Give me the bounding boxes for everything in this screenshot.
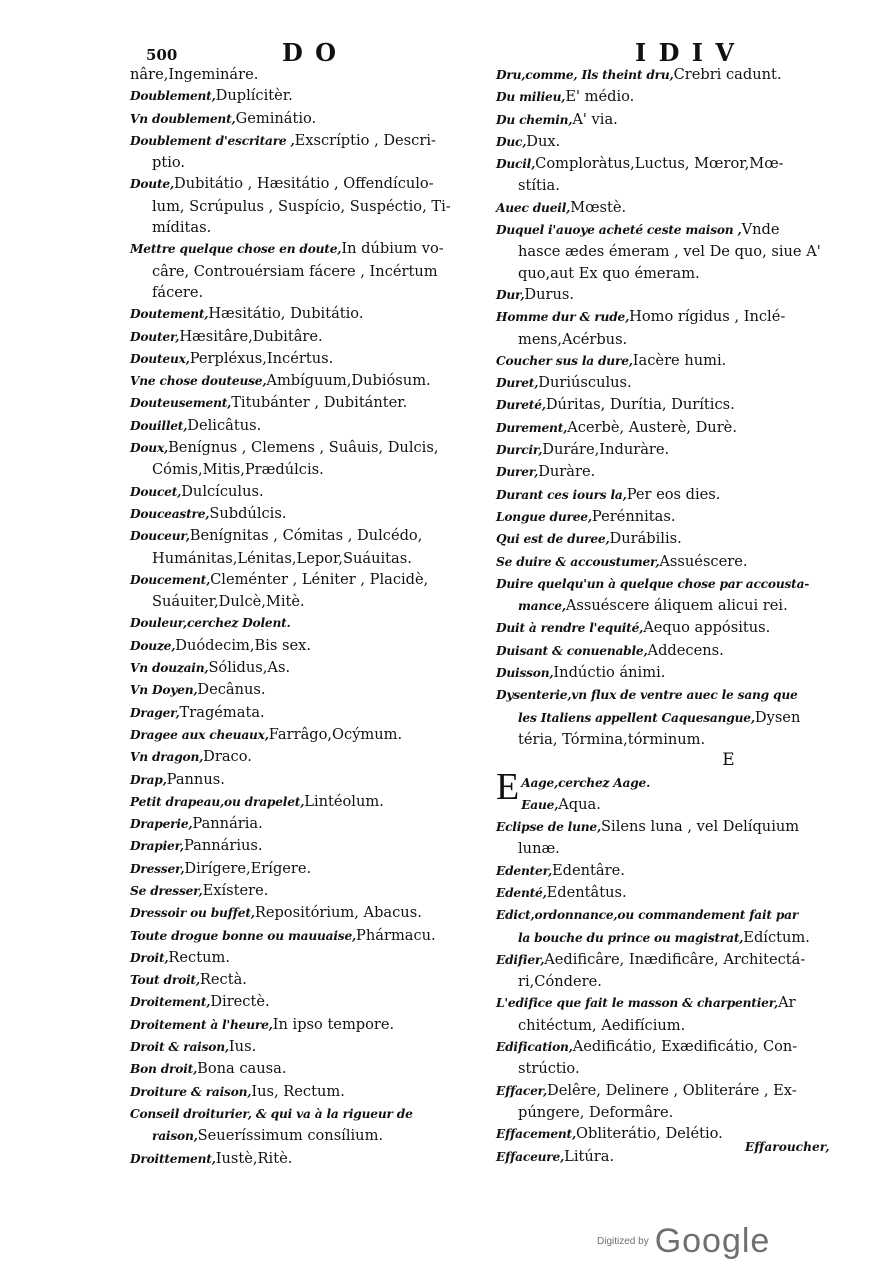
latin-translation: A' via. xyxy=(572,110,618,128)
dictionary-entry-line xyxy=(130,969,465,991)
dictionary-entry-line xyxy=(496,838,841,859)
dictionary-entry-line xyxy=(496,263,841,284)
dictionary-entry-line xyxy=(130,880,465,902)
latin-translation: Dirígere,Erígere. xyxy=(184,859,312,877)
french-headword: Du milieu, xyxy=(496,90,566,105)
french-headword: Durant ces iours la, xyxy=(496,487,627,502)
latin-translation: míditas. xyxy=(152,219,212,237)
french-headword: Droiture & raison, xyxy=(130,1084,252,1099)
dictionary-entry-line xyxy=(496,927,841,949)
dictionary-entry-line xyxy=(130,947,465,969)
dictionary-entry-line xyxy=(496,1080,841,1102)
latin-translation: nâre,Ingemináre. xyxy=(130,66,259,83)
latin-translation: Homo rígidus , Inclé- xyxy=(629,308,786,326)
french-headword: L'edifice que fait le masson & charpentier, xyxy=(496,996,779,1011)
latin-translation: Pannária. xyxy=(192,815,263,833)
dictionary-entry-line xyxy=(496,707,841,729)
latin-translation: Iustè,Ritè. xyxy=(215,1149,293,1167)
french-headword: Toute drogue bonne ou mauuaise, xyxy=(130,928,357,943)
dictionary-entry-line xyxy=(496,131,841,153)
french-headword: raison, xyxy=(152,1129,198,1144)
french-headword: Douillet, xyxy=(130,418,188,433)
dictionary-entry-line xyxy=(130,282,465,303)
dictionary-entry-line xyxy=(496,992,841,1014)
dictionary-entry-line xyxy=(130,746,465,768)
latin-translation: Crebri cadunt. xyxy=(673,66,782,83)
dictionary-entry-line xyxy=(130,130,465,152)
latin-translation: Benígnus , Clemens , Suâuis, Dulcis, xyxy=(168,439,439,457)
latin-translation: Duràre. xyxy=(538,463,596,481)
french-headword: Duisson, xyxy=(496,666,554,681)
french-headword: Ducil, xyxy=(496,157,536,172)
latin-translation: Lintéolum. xyxy=(304,792,384,810)
dictionary-entry-line xyxy=(130,238,465,260)
dictionary-entry-line xyxy=(496,816,841,838)
dictionary-entry-line xyxy=(496,1015,841,1036)
dictionary-entry-line xyxy=(130,108,465,130)
dictionary-entry-line xyxy=(130,902,465,924)
latin-translation: mens,Acérbus. xyxy=(518,330,628,348)
french-headword: Doublement d'escritare , xyxy=(130,133,295,148)
latin-translation: Benígnitas , Cómitas , Dulcédo, xyxy=(189,527,423,545)
latin-translation: ptio. xyxy=(152,154,186,172)
french-headword: Longue duree, xyxy=(496,509,592,524)
latin-translation: Acerbè, Austerè, Durè. xyxy=(567,418,737,436)
latin-translation: Dúritas, Durítia, Durítics. xyxy=(545,396,735,414)
french-headword: Douteux, xyxy=(130,351,190,366)
french-headword: Douleur,cerchez Dolent. xyxy=(130,616,291,631)
french-headword: Droit & raison, xyxy=(130,1040,229,1055)
french-headword: Bon droit, xyxy=(130,1062,198,1077)
drop-cap: E xyxy=(496,765,520,808)
french-headword: Effaceure, xyxy=(496,1149,565,1164)
latin-translation: Draco. xyxy=(203,748,252,766)
digitized-watermark xyxy=(597,1222,770,1261)
french-headword: Auec dueil, xyxy=(496,200,571,215)
dictionary-entry-line xyxy=(130,1014,465,1036)
dictionary-entry-line xyxy=(130,925,465,947)
latin-translation: chitéctum, Aedifícium. xyxy=(518,1016,686,1034)
latin-translation: Humánitas,Lénitas,Lepor,Suáuitas. xyxy=(152,549,412,567)
french-headword: Vne chose douteuse, xyxy=(130,374,267,389)
french-headword: Douze, xyxy=(130,638,176,653)
dictionary-entry-line xyxy=(496,617,841,639)
french-headword: Droitement à l'heure, xyxy=(130,1017,273,1032)
dictionary-entry-line xyxy=(496,484,841,506)
french-headword: Doux, xyxy=(130,441,169,456)
dictionary-entry-line xyxy=(130,1058,465,1080)
latin-translation: Ambíguum,Dubiósum. xyxy=(266,372,431,390)
dictionary-entry-line xyxy=(496,794,841,816)
french-headword: la bouche du prince ou magistrat, xyxy=(518,930,744,945)
latin-translation: Edíctum. xyxy=(743,928,810,946)
section-letter xyxy=(496,750,841,771)
latin-translation: Edentâre. xyxy=(552,861,625,879)
dictionary-entry-line xyxy=(496,684,841,706)
french-headword: Droit, xyxy=(130,950,169,965)
dictionary-entry-line xyxy=(130,525,465,547)
dictionary-entry-line xyxy=(496,197,841,219)
latin-translation: Geminátio. xyxy=(235,109,317,127)
french-headword: Duire quelqu'un à quelque chose par accousta- xyxy=(496,576,810,591)
dictionary-entry-line xyxy=(496,904,841,926)
french-headword: Drapier, xyxy=(130,839,184,854)
latin-translation: lunæ. xyxy=(518,840,560,858)
latin-translation: Sólidus,As. xyxy=(208,659,291,677)
dictionary-entry-line xyxy=(496,662,841,684)
dictionary-entry-line xyxy=(130,196,465,217)
dictionary-entry-line xyxy=(496,417,841,439)
latin-translation: Bona causa. xyxy=(197,1060,287,1078)
french-headword: Doucement, xyxy=(130,572,211,587)
latin-translation: Litúra. xyxy=(564,1147,615,1165)
french-headword: Se duire & accoustumer, xyxy=(496,554,660,569)
dictionary-entry-line xyxy=(130,1081,465,1103)
dictionary-entry-line xyxy=(130,217,465,238)
latin-translation: Phármacu. xyxy=(356,926,436,944)
french-headword: Dragee aux cheuaux, xyxy=(130,727,269,742)
french-headword: Edenté, xyxy=(496,885,547,900)
french-headword: Duisant & conuenable, xyxy=(496,643,648,658)
dictionary-entry-line xyxy=(130,1036,465,1058)
latin-translation: Duódecim,Bis sex. xyxy=(175,636,311,654)
french-headword: Se dresser, xyxy=(130,883,203,898)
latin-translation: Directè. xyxy=(210,993,270,1011)
french-headword: Duit à rendre l'equité, xyxy=(496,621,644,636)
french-headword: Conseil droiturier, & qui va à la rigueur de xyxy=(130,1106,413,1121)
french-headword: Dru,comme, Ils theint dru, xyxy=(496,68,674,82)
dictionary-entry-line xyxy=(130,791,465,813)
dictionary-entry-line xyxy=(496,595,841,617)
dictionary-entry-line xyxy=(496,640,841,662)
dictionary-entry-line xyxy=(130,702,465,724)
french-headword: Eclipse de lune, xyxy=(496,820,602,835)
french-headword: Doublement, xyxy=(130,89,216,104)
latin-translation: E' médio. xyxy=(565,88,635,106)
latin-translation: Aedificâre, Inædificâre, Architectá- xyxy=(544,950,806,968)
french-headword: Effacement, xyxy=(496,1127,577,1142)
dictionary-entry-line xyxy=(496,971,841,992)
dictionary-entry-line xyxy=(130,679,465,701)
dictionary-entry-line xyxy=(130,303,465,325)
french-headword: Vn Doyen, xyxy=(130,683,198,698)
latin-translation: Titubánter , Dubitánter. xyxy=(231,394,408,412)
running-head-right: I D I V xyxy=(635,38,736,67)
latin-translation: Comploràtus,Luctus, Mœror,Mœ- xyxy=(535,155,784,173)
french-headword: Droittement, xyxy=(130,1151,216,1166)
dictionary-entry-line xyxy=(496,506,841,528)
dictionary-entry-line xyxy=(130,261,465,282)
dictionary-entry-line xyxy=(130,612,465,634)
dictionary-entry-line xyxy=(496,1036,841,1058)
dictionary-entry-line xyxy=(130,415,465,437)
latin-translation: Ius, Rectum. xyxy=(251,1082,345,1100)
latin-translation: Rectà. xyxy=(199,971,247,989)
latin-translation: Farrâgo,Ocýmum. xyxy=(268,725,403,743)
watermark-small-text: Digitized by xyxy=(597,1236,649,1247)
latin-translation: Per eos dies. xyxy=(626,485,721,503)
latin-translation: Exscríptio , Descri- xyxy=(294,131,436,149)
latin-translation: Seueríssimum consílium. xyxy=(197,1127,384,1145)
latin-translation: Edentâtus. xyxy=(546,883,627,901)
dictionary-entry-line xyxy=(496,860,841,882)
dictionary-entry-line xyxy=(496,551,841,573)
french-headword: Drap, xyxy=(130,772,167,787)
dictionary-entry-line xyxy=(130,152,465,173)
dictionary-entry-line xyxy=(496,306,841,328)
french-headword: Dressoir ou buffet, xyxy=(130,906,255,921)
french-headword: mance, xyxy=(518,599,566,614)
latin-translation: Tragémata. xyxy=(179,703,265,721)
french-headword: Dur, xyxy=(496,287,525,302)
latin-translation: Hæsitátio, Dubitátio. xyxy=(208,305,364,323)
latin-translation: Vnde xyxy=(741,221,780,239)
dictionary-entry-line xyxy=(130,370,465,392)
french-headword: Douceur, xyxy=(130,529,190,544)
french-headword: Draperie, xyxy=(130,817,193,832)
latin-translation: Addecens. xyxy=(647,641,724,659)
french-headword: Homme dur & rude, xyxy=(496,310,630,325)
latin-translation: In ipso tempore. xyxy=(272,1015,395,1033)
dictionary-entry-line xyxy=(130,591,465,612)
french-headword: Douceastre, xyxy=(130,506,210,521)
latin-translation: Pannus. xyxy=(166,770,225,788)
french-headword: Vn dragon, xyxy=(130,750,204,765)
dictionary-entry-line xyxy=(130,392,465,414)
french-headword: Dysenterie,vn flux de ventre auec le sang que xyxy=(496,688,798,703)
dictionary-entry-line xyxy=(130,835,465,857)
french-headword: Duc, xyxy=(496,134,527,149)
latin-translation: Assuéscere. xyxy=(659,552,748,570)
latin-translation: Silens luna , vel Delíquium xyxy=(601,818,800,836)
french-headword: Edifier, xyxy=(496,952,545,967)
latin-translation: Mœstè. xyxy=(570,198,627,216)
french-headword: Durer, xyxy=(496,465,539,480)
french-headword: Duquel i'auoye acheté ceste maison , xyxy=(496,223,742,238)
running-head-left: D O xyxy=(282,38,339,67)
dictionary-entry-line xyxy=(130,64,465,85)
dictionary-entry-line xyxy=(496,153,841,175)
latin-translation: Dubitátio , Hæsitátio , Offendículo- xyxy=(174,175,434,193)
latin-translation: Duplícitèr. xyxy=(215,87,293,105)
dictionary-entry-line xyxy=(130,724,465,746)
latin-translation: Ar xyxy=(778,994,796,1012)
dictionary-entry-line xyxy=(130,85,465,107)
latin-translation: strúctio. xyxy=(518,1060,580,1078)
latin-translation: Decânus. xyxy=(197,681,266,699)
latin-translation: Durus. xyxy=(524,285,575,303)
google-logo: Google xyxy=(654,1222,771,1260)
french-headword: Aage,cerchez Aage. xyxy=(521,775,651,790)
dictionary-entry-line xyxy=(496,329,841,350)
french-headword: Vn doublement, xyxy=(130,111,236,126)
dictionary-entry-line xyxy=(496,573,841,595)
dictionary-entry-line xyxy=(130,437,465,459)
dictionary-entry-line xyxy=(130,1125,465,1147)
dictionary-entry-line xyxy=(496,241,841,262)
french-headword: Droitement, xyxy=(130,995,211,1010)
latin-translation: quo,aut Ex quo émeram. xyxy=(518,264,700,282)
dictionary-entry-line xyxy=(130,481,465,503)
dictionary-entry-line xyxy=(496,729,841,750)
french-headword: Edict,ordonnance,ou commandement fait par xyxy=(496,908,799,923)
dictionary-entry-line xyxy=(496,64,841,86)
dictionary-entry-line xyxy=(496,372,841,394)
dictionary-entry-line xyxy=(496,439,841,461)
latin-translation: Dysen xyxy=(754,708,801,726)
latin-translation: Dux. xyxy=(526,132,561,150)
dictionary-entry-line xyxy=(130,569,465,591)
latin-translation: Exístere. xyxy=(202,881,269,899)
right-column xyxy=(496,64,841,1168)
dictionary-entry-line xyxy=(130,1148,465,1170)
latin-translation: Delêre, Delinere , Obliteráre , Ex- xyxy=(547,1081,797,1099)
latin-translation: lum, Scrúpulus , Suspício, Suspéctio, Ti- xyxy=(152,197,451,215)
dictionary-entry-line xyxy=(130,657,465,679)
dictionary-entry-line xyxy=(496,461,841,483)
latin-translation: In dúbium vo- xyxy=(341,240,444,258)
dictionary-entry-line xyxy=(130,858,465,880)
latin-translation: Indúctio ánimi. xyxy=(553,664,666,682)
french-headword: Drager, xyxy=(130,705,180,720)
french-headword: Eaue, xyxy=(521,797,559,812)
french-headword: Durement, xyxy=(496,420,568,435)
latin-translation: Ius. xyxy=(228,1038,257,1056)
dictionary-entry-line xyxy=(130,1103,465,1125)
dictionary-entry-line xyxy=(130,459,465,480)
latin-translation: Subdúlcis. xyxy=(209,504,287,522)
catchword: Effaroucher, xyxy=(745,1140,830,1154)
french-headword: Doute, xyxy=(130,177,174,192)
latin-translation: ri,Cóndere. xyxy=(518,973,602,991)
dictionary-entry-line xyxy=(130,173,465,195)
latin-translation: Aedificátio, Exædificátio, Con- xyxy=(572,1038,798,1056)
latin-translation: Hæsitâre,Dubitâre. xyxy=(179,327,323,345)
dictionary-entry-line xyxy=(130,503,465,525)
latin-translation: Aequo appósitus. xyxy=(643,619,771,637)
dictionary-entry-line xyxy=(496,528,841,550)
french-headword: Coucher sus la dure, xyxy=(496,353,633,368)
latin-translation: Suáuiter,Dulcè,Mitè. xyxy=(152,593,305,611)
french-headword: Douteusement, xyxy=(130,396,232,411)
french-headword: Edenter, xyxy=(496,863,552,878)
dictionary-entry-line xyxy=(130,991,465,1013)
french-headword: Du chemin, xyxy=(496,112,573,127)
latin-translation: Aqua. xyxy=(558,795,601,813)
latin-translation: téria, Tórmina,tórminum. xyxy=(518,730,706,748)
french-headword: Doucet, xyxy=(130,484,182,499)
latin-translation: Duráre,Induràre. xyxy=(542,441,670,459)
latin-translation: Assuéscere áliquem alicui rei. xyxy=(565,597,788,615)
dictionary-entry-line xyxy=(496,86,841,108)
french-headword: Mettre quelque chose en doute, xyxy=(130,242,342,257)
latin-translation: Durábilis. xyxy=(609,530,682,548)
latin-translation: Pannárius. xyxy=(183,837,263,855)
dictionary-entry-line xyxy=(496,219,841,241)
dictionary-entry-line xyxy=(496,1102,841,1123)
french-headword: Dresser, xyxy=(130,861,185,876)
french-headword: Duret, xyxy=(496,376,539,391)
dictionary-entry-line xyxy=(496,350,841,372)
dictionary-entry-line xyxy=(130,769,465,791)
dictionary-entry-line xyxy=(496,109,841,131)
dictionary-entry-line xyxy=(130,635,465,657)
latin-translation: Iacère humi. xyxy=(632,351,727,369)
dictionary-entry-line xyxy=(130,548,465,569)
french-headword: Doutement, xyxy=(130,307,209,322)
latin-translation: câre, Controuérsiam fácere , Incértum xyxy=(152,262,438,280)
french-headword: Qui est de duree, xyxy=(496,532,610,547)
dictionary-entry-line xyxy=(496,1058,841,1079)
french-headword: Tout droit, xyxy=(130,973,200,988)
french-headword: Edification, xyxy=(496,1040,573,1055)
dictionary-entry-line xyxy=(496,284,841,306)
latin-translation: Perénnitas. xyxy=(591,507,676,525)
french-headword: les Italiens appellent Caquesangue, xyxy=(518,710,755,725)
latin-translation: Repositórium, Abacus. xyxy=(254,904,422,922)
dictionary-entry-line xyxy=(496,394,841,416)
french-headword: Effacer, xyxy=(496,1083,548,1098)
latin-translation: Cleménter , Léniter , Placidè, xyxy=(210,570,429,588)
dictionary-entry-line xyxy=(496,949,841,971)
latin-translation: Cómis,Mitis,Prædúlcis. xyxy=(152,461,324,479)
french-headword: Petit drapeau,ou drapelet, xyxy=(130,794,305,809)
dictionary-entry-line xyxy=(496,175,841,196)
french-headword: Durcir, xyxy=(496,443,543,458)
french-headword: Dureté, xyxy=(496,398,546,413)
latin-translation: Dulcículus. xyxy=(181,482,264,500)
dictionary-entry-line xyxy=(496,882,841,904)
latin-translation: Duriúsculus. xyxy=(538,374,632,392)
dictionary-entry-line xyxy=(130,813,465,835)
french-headword: Douter, xyxy=(130,329,180,344)
dictionary-entry-line xyxy=(130,348,465,370)
dictionary-entry-line xyxy=(130,326,465,348)
left-column xyxy=(130,64,465,1170)
latin-translation: púngere, Deformâre. xyxy=(518,1103,674,1121)
section-letter-text: E xyxy=(722,750,735,771)
french-headword: Vn douzain, xyxy=(130,661,209,676)
latin-translation: Delicâtus. xyxy=(187,416,262,434)
latin-translation: Obliterátio, Delétio. xyxy=(576,1125,723,1143)
latin-translation: Perpléxus,Incértus. xyxy=(189,349,334,367)
latin-translation: stítia. xyxy=(518,177,560,195)
page-number: 500 xyxy=(146,46,178,64)
latin-translation: hasce ædes émeram , vel De quo, siue A' xyxy=(518,243,821,261)
latin-translation: Rectum. xyxy=(168,948,230,966)
latin-translation: fácere. xyxy=(152,283,204,301)
